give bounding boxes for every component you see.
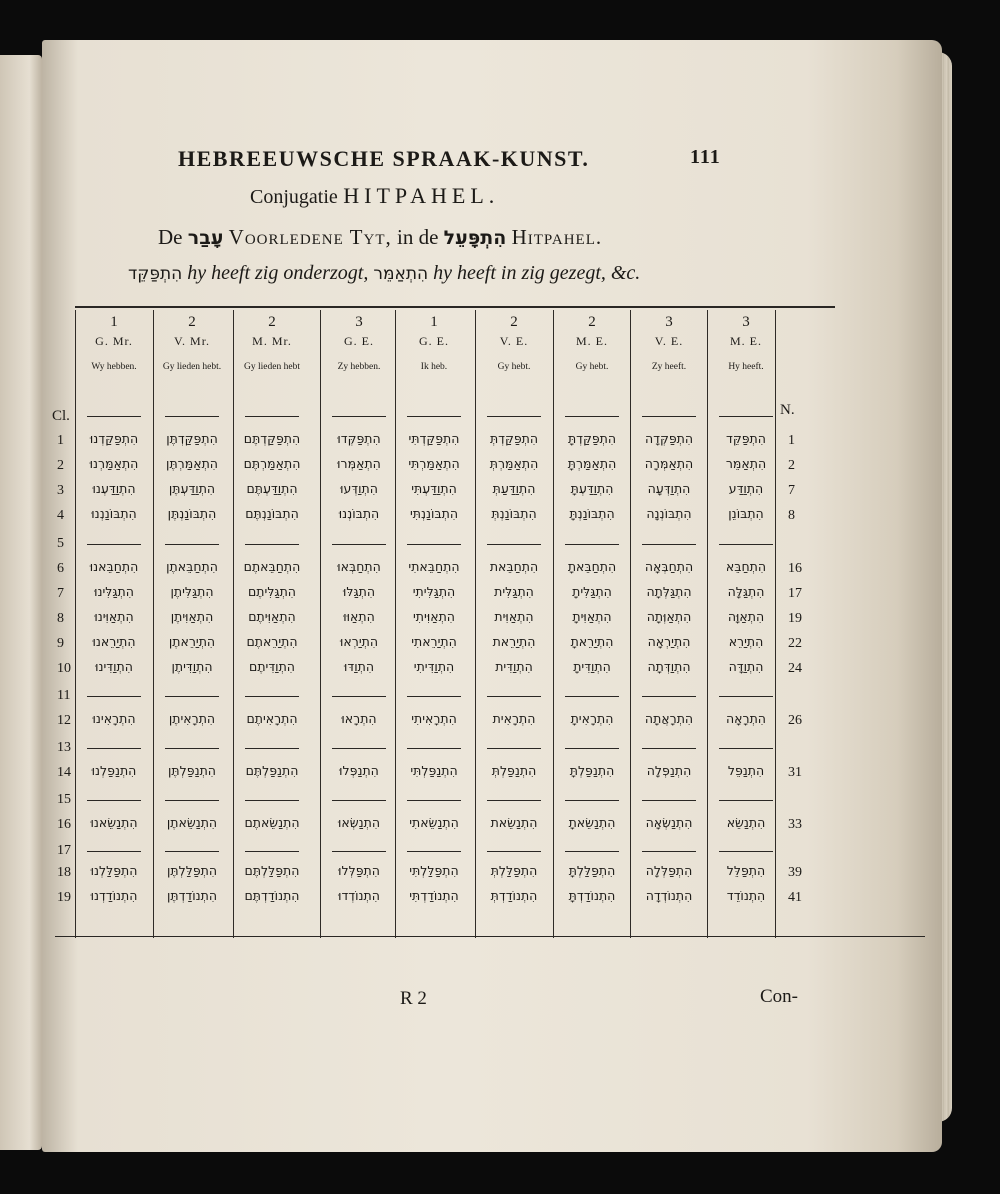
conjugation-cell: הִתְבּוֹנַנְתֶּן xyxy=(167,506,217,521)
empty-dash xyxy=(719,800,773,801)
column-header xyxy=(630,306,708,396)
conjugation-cell: הִתְחַבְּאָה xyxy=(644,559,694,574)
example-hebrew-2: הִתְאַמֵּר xyxy=(373,264,429,284)
conjugation-cell: הִתְרָאוּ xyxy=(341,711,377,726)
class-number: 4 xyxy=(57,508,64,523)
conjugation-cell: הִתְאַמְּרָה xyxy=(644,456,694,471)
column-header-num: 1 xyxy=(430,314,438,330)
column-rule xyxy=(153,310,154,938)
conjugation-cell: הִתְוַדַּעְתָּ xyxy=(570,481,614,496)
column-header-meaning: Hy heeft. xyxy=(728,362,764,372)
conjugation-cell: הִתְרָאִיתֶן xyxy=(168,711,216,726)
conjugation-cell: הִתְנַשֵּׂאת xyxy=(490,815,538,830)
column-rule xyxy=(630,310,631,938)
empty-dash xyxy=(487,851,541,852)
conjugation-cell: הִתְוַדְּתָה xyxy=(647,659,691,674)
paradigm-number: 41 xyxy=(788,890,802,905)
empty-dash xyxy=(165,851,219,852)
conjugation-cell: הִתְגַּלָּה xyxy=(727,584,765,599)
column-header-form: V. E. xyxy=(499,334,529,348)
column-header-meaning: Gy lieden hebt xyxy=(244,362,300,372)
conjugation-cell: הִתְבּוֹנַנְתָּ xyxy=(569,506,615,521)
column-header xyxy=(553,306,631,396)
empty-dash xyxy=(245,748,299,749)
example-hebrew-1: הִתְפַּקֵּד xyxy=(128,264,183,284)
conjugation-cell: הִתְנוֹדַדְתָּ xyxy=(568,888,616,903)
tense-in-de: in de xyxy=(397,225,439,249)
empty-dash xyxy=(487,544,541,545)
class-number: 12 xyxy=(57,713,71,728)
empty-dash xyxy=(719,748,773,749)
conjugation-cell: הִתְאַוִּיתֶן xyxy=(170,609,214,624)
conjugation-cell: הִתְנַשֵּׂאתָ xyxy=(568,815,616,830)
empty-dash xyxy=(245,800,299,801)
empty-dash xyxy=(565,851,619,852)
class-number: 17 xyxy=(57,843,71,858)
column-header-num: 1 xyxy=(110,314,118,330)
column-header xyxy=(233,306,311,396)
conjugation-cell: הִתְחַבֵּאתָ xyxy=(567,559,617,574)
empty-dash xyxy=(407,696,461,697)
empty-dash xyxy=(87,851,141,852)
conjugation-cell: הִתְחַבְּאוּ xyxy=(337,559,381,574)
conjugation-cell: הִתְאַוִּינוּ xyxy=(94,609,134,624)
empty-dash xyxy=(165,696,219,697)
empty-dash xyxy=(719,544,773,545)
empty-dash xyxy=(642,416,696,417)
paradigm-number: 16 xyxy=(788,561,802,576)
conjugation-cell: הִתְיַרֵאתֶן xyxy=(168,634,216,649)
empty-dash xyxy=(642,851,696,852)
conjugation-cell: הִתְחַבֵּא xyxy=(725,559,767,574)
conjugation-cell: הִתְנוֹדַדְתֶּם xyxy=(244,888,300,903)
conjugation-cell: הִתְנוֹדַדְתֶּן xyxy=(166,888,218,903)
conjugation-name: HITPAHEL. xyxy=(343,183,500,208)
empty-dash xyxy=(165,748,219,749)
column-rule xyxy=(75,310,76,938)
conjugation-cell: הִתְפַּלַּלְתֶּן xyxy=(166,863,218,878)
conjugation-cell: הִתְפַּלְּלוּ xyxy=(338,863,380,878)
empty-dash xyxy=(565,544,619,545)
column-rule xyxy=(233,310,234,938)
conjugation-cell: הִתְגַּלִּיתֶם xyxy=(248,584,296,599)
class-number: 10 xyxy=(57,661,71,676)
empty-dash xyxy=(332,544,386,545)
conjugation-cell: הִתְנַשֵּׂאתֶם xyxy=(244,815,300,830)
class-number: 19 xyxy=(57,890,71,905)
conjugation-cell: הִתְפַּלַּלְתְּ xyxy=(490,863,538,878)
conjugation-cell: הִתְנוֹדַדְתְּ xyxy=(490,888,538,903)
column-header-form: G. E. xyxy=(344,334,374,348)
conjugation-cell: הִתְרָאִיתִי xyxy=(411,711,457,726)
paradigm-number: 17 xyxy=(788,586,802,601)
class-number: 11 xyxy=(57,688,71,703)
tense-de: De xyxy=(158,225,183,249)
empty-dash xyxy=(487,800,541,801)
empty-dash xyxy=(487,748,541,749)
conjugation-cell: הִתְנַפַּלְתְּ xyxy=(491,763,537,778)
conjugation-cell: הִתְאַמְּרוּ xyxy=(337,456,381,471)
conjugation-cell: הִתְפַּקַּדְתֶּן xyxy=(166,431,218,446)
conjugation-cell: הִתְוַדִּיתֶם xyxy=(249,659,295,674)
paradigm-number: 22 xyxy=(788,636,802,651)
column-rule xyxy=(553,310,554,938)
conjugation-cell: הִתְחַבֵּאתֶם xyxy=(243,559,301,574)
empty-dash xyxy=(165,800,219,801)
conjugation-cell: הִתְנַפְּלוּ xyxy=(339,763,379,778)
class-number: 8 xyxy=(57,611,64,626)
conjugation-cell: הִתְפַּלַּלְתָּ xyxy=(568,863,616,878)
column-header xyxy=(707,306,785,396)
column-header-meaning: Gy lieden hebt. xyxy=(162,362,222,372)
paradigm-number: 1 xyxy=(788,433,795,448)
paradigm-number: 33 xyxy=(788,817,802,832)
column-header xyxy=(475,306,553,396)
conjugation-cell: הִתְאַוִּיתָ xyxy=(572,609,612,624)
conjugation-cell: הִתְאַמַּרְתִּי xyxy=(408,456,460,471)
tense-heading xyxy=(158,225,678,250)
conjugation-cell: הִתְנַשֵּׂאתֶן xyxy=(166,815,218,830)
conjugation-cell: הִתְבּוֹנַנְתִּי xyxy=(409,506,459,521)
conjugation-cell: הִתְרָאִיתָ xyxy=(570,711,614,726)
empty-dash xyxy=(565,416,619,417)
conjugation-cell: הִתְיַרְאוּ xyxy=(340,634,378,649)
class-number: 9 xyxy=(57,636,64,651)
paradigm-number: 26 xyxy=(788,713,802,728)
conjugation-title xyxy=(250,183,590,209)
conjugation-cell: הִתְחַבֵּאתֶן xyxy=(166,559,218,574)
conjugation-cell: הִתְפַּקַּדְתָּ xyxy=(567,431,617,446)
conjugation-cell: הִתְפַּקֵּד xyxy=(726,431,766,446)
empty-dash xyxy=(87,544,141,545)
conjugation-cell: הִתְחַבֵּאתִי xyxy=(408,559,460,574)
conjugation-cell: הִתְוַדִּיתֶן xyxy=(171,659,213,674)
class-number: 16 xyxy=(57,817,71,832)
conjugation-cell: הִתְוַדַּעַתְּ xyxy=(492,481,536,496)
conjugation-cell: הִתְרָאָה xyxy=(726,711,766,726)
empty-dash xyxy=(487,696,541,697)
conjugation-cell: הִתְנַשְּׂאוּ xyxy=(337,815,380,830)
empty-dash xyxy=(87,416,141,417)
empty-dash xyxy=(245,696,299,697)
example-gloss-2: hy heeft in zig gezegt, &c. xyxy=(433,262,641,284)
tense-name: Voorledene Tyt, xyxy=(228,225,392,249)
signature-mark: R 2 xyxy=(400,988,427,1009)
column-header xyxy=(153,306,231,396)
conjugation-cell: הִתְרָאִינוּ xyxy=(92,711,136,726)
conjugation-cell: הִתְחַבֵּאת xyxy=(489,559,539,574)
conjugation-cell: הִתְוַדַּעְנוּ xyxy=(92,481,136,496)
conjugation-cell: הִתְאַוָּה xyxy=(727,609,765,624)
class-number: 5 xyxy=(57,536,64,551)
column-header-num: 2 xyxy=(510,314,518,330)
conjugation-cell: הִתְפַּלַּלְתֶּם xyxy=(244,863,300,878)
empty-dash xyxy=(407,748,461,749)
conjugation-table xyxy=(55,306,802,941)
conjugation-cell: הִתְיַרֵאתִי xyxy=(411,634,457,649)
conjugation-cell: הִתְאַמַּרְתָּ xyxy=(567,456,617,471)
empty-dash xyxy=(487,416,541,417)
conjugation-cell: הִתְפַּלַּלְנוּ xyxy=(90,863,138,878)
empty-dash xyxy=(719,416,773,417)
conjugation-cell: הִתְאַוִּית xyxy=(494,609,534,624)
column-header-meaning: Ik heb. xyxy=(420,362,448,372)
column-header-num: 2 xyxy=(268,314,276,330)
conjugation-cell: הִתְאַמַּרְתֶּם xyxy=(243,456,301,471)
conjugation-cell: הִתְוַדּוּ xyxy=(343,659,375,674)
running-title: HEBREEUWSCHE SPRAAK-KUNST. xyxy=(178,146,590,171)
conjugation-word: Conjugatie xyxy=(250,186,338,208)
conjugation-cell: הִתְוַדִּיתִי xyxy=(413,659,455,674)
empty-dash xyxy=(642,696,696,697)
column-header xyxy=(75,306,153,396)
conjugation-cell: הִתְנַשְּׂאָה xyxy=(645,815,693,830)
conjugation-cell: הִתְפַּקַּדְתְּ xyxy=(489,431,539,446)
example-gloss-line xyxy=(128,262,688,285)
conjugation-cell: הִתְיַרֵאת xyxy=(492,634,536,649)
conjugation-cell: הִתְוַדְּעוּ xyxy=(340,481,378,496)
empty-dash xyxy=(87,748,141,749)
column-header-meaning: Gy hebt. xyxy=(497,362,531,372)
conjugation-cell: הִתְנַפַּלְתֶּם xyxy=(245,763,299,778)
empty-dash xyxy=(332,851,386,852)
column-header xyxy=(395,306,473,396)
empty-dash xyxy=(332,748,386,749)
number-column-label: N. xyxy=(780,402,795,418)
column-header-form: M. E. xyxy=(576,334,608,348)
empty-dash xyxy=(642,800,696,801)
conjugation-cell: הִתְגַּלְּתָה xyxy=(646,584,692,599)
column-header-num: 3 xyxy=(665,314,673,330)
conjugation-cell: הִתְגַּלִּית xyxy=(494,584,534,599)
conjugation-cell: הִתְפַּקַּדְתִּי xyxy=(408,431,460,446)
column-header-meaning: Zy hebben. xyxy=(337,362,381,372)
conjugation-cell: הִתְוַדִּיתָ xyxy=(573,659,611,674)
empty-dash xyxy=(332,800,386,801)
column-header-form: V. E. xyxy=(654,334,684,348)
empty-dash xyxy=(332,696,386,697)
conjugation-cell: הִתְגַּלִּיתָ xyxy=(572,584,612,599)
class-number: 6 xyxy=(57,561,64,576)
conjugation-cell: הִתְנַפַּלְתָּ xyxy=(569,763,615,778)
example-gloss-1: hy heeft zig onderzogt, xyxy=(187,262,369,284)
conjugation-cell: הִתְנַשֵּׂא xyxy=(726,815,766,830)
class-number: 18 xyxy=(57,865,71,880)
empty-dash xyxy=(332,416,386,417)
conjugation-cell: הִתְוַדְּעָה xyxy=(647,481,691,496)
conjugation-cell: הִתְפַּלַּלְתִּי xyxy=(409,863,459,878)
conjugation-cell: הִתְגַּלִּינוּ xyxy=(94,584,134,599)
conjugation-cell: הִתְיַרֵאתֶם xyxy=(246,634,298,649)
conjugation-cell: הִתְאַוִּיתֶם xyxy=(248,609,296,624)
conjugation-cell: הִתְאַמַּרְתְּ xyxy=(489,456,539,471)
conjugation-cell: הִתְפַּקַּדְנוּ xyxy=(89,431,139,446)
column-header-meaning: Zy heeft. xyxy=(651,362,687,372)
conjugation-cell: הִתְאַוּוּ xyxy=(343,609,375,624)
conjugation-cell: הִתְאַמַּרְנוּ xyxy=(89,456,139,471)
conjugation-cell: הִתְרָאִית xyxy=(492,711,536,726)
conjugation-cell: הִתְבּוֹנֵן xyxy=(728,506,764,521)
column-header-num: 2 xyxy=(588,314,596,330)
left-page-edge xyxy=(0,55,42,1150)
empty-dash xyxy=(565,696,619,697)
conjugation-cell: הִתְאַמַּרְתֶּן xyxy=(166,456,218,471)
paradigm-number: 8 xyxy=(788,508,795,523)
conjugation-cell: הִתְוַדָּה xyxy=(728,659,764,674)
tense-hebrew-hitpael: הִתְפָּעֵל xyxy=(443,227,507,249)
conjugation-cell: הִתְבּוֹנַנְתְּ xyxy=(491,506,537,521)
conjugation-cell: הִתְיַרֵאנוּ xyxy=(92,634,136,649)
column-header-num: 2 xyxy=(188,314,196,330)
tense-hebrew-avar: עָבַר xyxy=(187,227,224,249)
conjugation-cell: הִתְפַּקְּדוּ xyxy=(337,431,381,446)
conjugation-cell: הִתְבּוֹנְנוּ xyxy=(338,506,380,521)
class-column-label: Cl. xyxy=(52,408,70,424)
page-number: 111 xyxy=(690,146,721,168)
empty-dash xyxy=(719,851,773,852)
table-bottom-rule xyxy=(55,936,925,937)
conjugation-cell: הִתְחַבֵּאנוּ xyxy=(89,559,139,574)
empty-dash xyxy=(565,800,619,801)
conjugation-cell: הִתְאַוִּיתִי xyxy=(413,609,455,624)
empty-dash xyxy=(407,544,461,545)
empty-dash xyxy=(165,544,219,545)
empty-dash xyxy=(407,416,461,417)
class-number: 7 xyxy=(57,586,64,601)
conjugation-cell: הִתְאַוְּתָה xyxy=(646,609,692,624)
conjugation-cell: הִתְנַשֵּׂאנוּ xyxy=(90,815,138,830)
conjugation-cell: הִתְוַדַּעְתִּי xyxy=(411,481,457,496)
conjugation-cell: הִתְנוֹדֵד xyxy=(726,888,766,903)
column-rule xyxy=(395,310,396,938)
conjugation-cell: הִתְנוֹדְדָה xyxy=(645,888,693,903)
column-header-meaning: Wy hebben. xyxy=(91,362,137,372)
empty-dash xyxy=(407,800,461,801)
class-number: 1 xyxy=(57,433,64,448)
empty-dash xyxy=(642,748,696,749)
empty-dash xyxy=(642,544,696,545)
column-header-meaning: Gy hebt. xyxy=(575,362,609,372)
conjugation-cell: הִתְנַפְּלָה xyxy=(646,763,692,778)
column-header-form: V. Mr. xyxy=(173,334,211,348)
conjugation-cell: הִתְבּוֹנַנְתֶּם xyxy=(245,506,299,521)
conjugation-cell: הִתְוַדַּעְתֶּם xyxy=(246,481,298,496)
column-header-form: G. Mr. xyxy=(95,334,133,348)
empty-dash xyxy=(245,416,299,417)
conjugation-cell: הִתְבּוֹנַנְנוּ xyxy=(91,506,137,521)
empty-dash xyxy=(87,800,141,801)
conjugation-cell: הִתְבּוֹנְנָה xyxy=(646,506,692,521)
column-rule xyxy=(775,310,776,938)
empty-dash xyxy=(719,696,773,697)
conjugation-cell: הִתְיַרֵאתָ xyxy=(570,634,614,649)
catchword: Con- xyxy=(760,986,798,1007)
class-number: 15 xyxy=(57,792,71,807)
conjugation-cell: הִתְפַּקַּדְתֶּם xyxy=(243,431,301,446)
class-number: 3 xyxy=(57,483,64,498)
conjugation-cell: הִתְפַּלְּלָה xyxy=(645,863,693,878)
paradigm-number: 31 xyxy=(788,765,802,780)
conjugation-cell: הִתְוַדִּינוּ xyxy=(95,659,133,674)
conjugation-cell: הִתְוַדִּית xyxy=(495,659,533,674)
conjugation-cell: הִתְנוֹדַדְנוּ xyxy=(90,888,138,903)
conjugation-cell: הִתְנַפַּלְנוּ xyxy=(91,763,137,778)
conjugation-cell: הִתְוַדַּעְתֶּן xyxy=(168,481,216,496)
conjugation-cell: הִתְיַרֵא xyxy=(728,634,764,649)
column-header xyxy=(320,306,398,396)
empty-dash xyxy=(165,416,219,417)
conjugation-cell: הִתְגַּלִּיתִי xyxy=(412,584,456,599)
conjugation-cell: הִתְנַשֵּׂאתִי xyxy=(409,815,459,830)
empty-dash xyxy=(245,851,299,852)
paradigm-number: 7 xyxy=(788,483,795,498)
column-header-form: M. Mr. xyxy=(252,334,292,348)
conjugation-cell: הִתְפַּקְּדָה xyxy=(644,431,694,446)
conjugation-cell: הִתְנַפַּלְתִּי xyxy=(410,763,458,778)
paradigm-number: 24 xyxy=(788,661,802,676)
empty-dash xyxy=(245,544,299,545)
conjugation-cell: הִתְנַפַּלְתֶּן xyxy=(168,763,216,778)
conjugation-cell: הִתְנוֹדַדְתִּי xyxy=(409,888,459,903)
class-number: 13 xyxy=(57,740,71,755)
column-rule xyxy=(707,310,708,938)
class-number: 14 xyxy=(57,765,71,780)
conjugation-cell: הִתְגַּלִּיתֶן xyxy=(170,584,214,599)
paradigm-number: 2 xyxy=(788,458,795,473)
column-header-num: 3 xyxy=(742,314,750,330)
empty-dash xyxy=(565,748,619,749)
tense-hitpahel: Hitpahel. xyxy=(511,225,603,249)
conjugation-cell: הִתְגַּלּוּ xyxy=(342,584,376,599)
conjugation-cell: הִתְרָאִיתֶם xyxy=(246,711,298,726)
paradigm-number: 39 xyxy=(788,865,802,880)
class-number: 2 xyxy=(57,458,64,473)
paradigm-number: 19 xyxy=(788,611,802,626)
column-header-form: G. E. xyxy=(419,334,449,348)
conjugation-cell: הִתְנַפֵּל xyxy=(727,763,765,778)
conjugation-cell: הִתְאַמֵּר xyxy=(725,456,767,471)
conjugation-cell: הִתְרָאֲתָה xyxy=(644,711,694,726)
column-header-num: 3 xyxy=(355,314,363,330)
column-rule xyxy=(320,310,321,938)
conjugation-cell: הִתְפַּלֵּל xyxy=(726,863,766,878)
column-rule xyxy=(475,310,476,938)
conjugation-cell: הִתְנוֹדְדוּ xyxy=(338,888,380,903)
conjugation-cell: הִתְיַרְאָה xyxy=(647,634,691,649)
empty-dash xyxy=(407,851,461,852)
empty-dash xyxy=(87,696,141,697)
conjugation-cell: הִתְוַדַּע xyxy=(728,481,764,496)
column-header-form: M. E. xyxy=(730,334,762,348)
